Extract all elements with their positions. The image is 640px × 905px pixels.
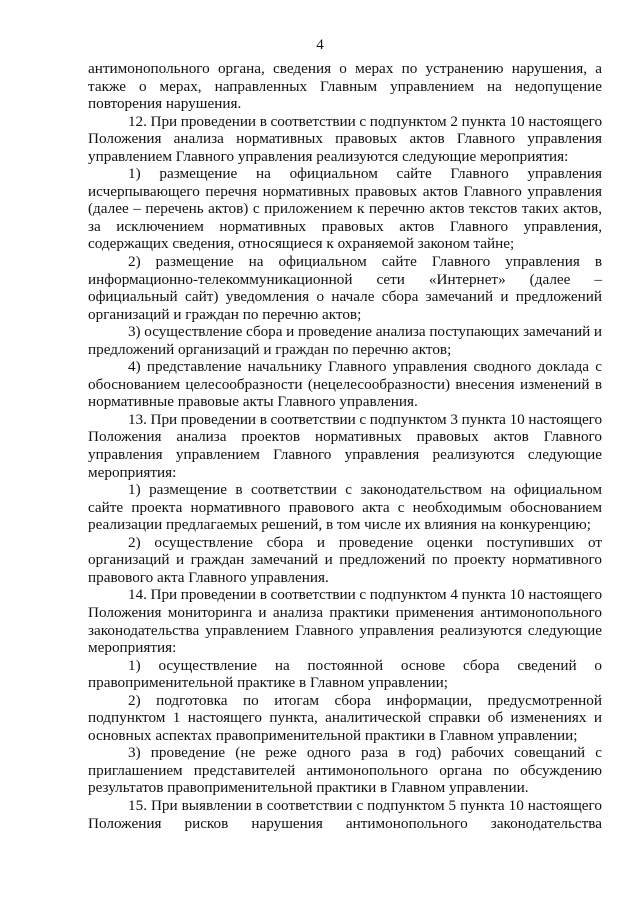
text-line: 15. При выявлении в соответствии с подпунктом 5 пункта 10 настоящего [128, 796, 602, 814]
text-line: повторения нарушения. [88, 95, 242, 113]
text-line: правового акта Главного управления. [88, 568, 329, 586]
text-line: подпунктом 1 настоящего пункта, аналитической справки об изменениях и [88, 709, 602, 727]
text-line: официальный сайт) уведомления о начале сбора замечаний и предложений [88, 288, 602, 306]
text-line: организаций и граждан замечаний и предложений по проекту нормативного [88, 551, 602, 569]
text-line: правоприменительной практике в Главном управлении; [88, 674, 448, 692]
text-line: за исключением нормативных правовых актов Главного управления, [88, 217, 602, 235]
text-line: 1) осуществление на постоянной основе сбора сведений о [128, 656, 602, 674]
text-line: 1) размещение в соответствии с законодательством на официальном [128, 481, 602, 499]
text-line: 2) размещение на официальном сайте Главного управления в [128, 253, 602, 271]
text-line: предложений организаций и граждан по перечню актов; [88, 340, 452, 358]
text-line: Положения анализа проектов нормативных правовых актов Главного [88, 428, 602, 446]
text-line: также о мерах, направленных Главным управлением на недопущение [88, 77, 602, 95]
text-line: основных аспектах правоприменительной практики в Главном управлении; [88, 726, 578, 744]
text-line: 13. При проведении в соответствии с подпунктом 3 пункта 10 настоящего [128, 410, 602, 428]
text-line: 3) осуществление сбора и проведение анализа поступающих замечаний и [128, 323, 602, 341]
page-number: 4 [316, 37, 324, 53]
text-line: нормативные правовые акты Главного управления. [88, 393, 418, 411]
text-line: 12. При проведении в соответствии с подпунктом 2 пункта 10 настоящего [128, 112, 602, 130]
text-line: обоснованием целесообразности (нецелесообразности) внесения изменений в [88, 375, 602, 393]
text-line: реализации предлагаемых решений, в том числе их влияния на конкуренцию; [88, 516, 591, 534]
text-line: приглашением представителей антимонопольного органа по обсуждению [88, 761, 602, 779]
text-line: исчерпывающего перечня нормативных правовых актов Главного управления [88, 182, 602, 200]
text-line: управлением Главного управления реализуются следующие мероприятия: [88, 147, 569, 165]
text-line: (далее – перечень актов) с приложением к перечню актов текстов таких актов, [88, 200, 602, 218]
text-line: 14. При проведении в соответствии с подпунктом 4 пункта 10 настоящего [128, 586, 602, 604]
text-line: Положения мониторинга и анализа практики применения антимонопольного [88, 603, 602, 621]
text-line: мероприятия: [88, 463, 177, 481]
text-line: антимонопольного органа, сведения о мерах по устранению нарушения, а [88, 60, 602, 77]
document-body [88, 60, 602, 832]
text-line: законодательства управлением Главного управления реализуются следующие [88, 621, 602, 639]
text-line: сайте проекта нормативного правового акта с необходимым обоснованием [88, 498, 602, 516]
text-line: результатов правоприменительной практики в Главном управлении. [88, 779, 529, 797]
text-line: 2) подготовка по итогам сбора информации, предусмотренной [128, 691, 602, 709]
text-line: организаций и граждан по перечню актов; [88, 305, 362, 323]
text-line: содержащих сведения, относящиеся к охраняемой законом тайне; [88, 235, 515, 253]
text-line: 3) проведение (не реже одного раза в год) рабочих совещаний с [128, 744, 602, 762]
text-line: информационно-телекоммуникационной сети «Интернет» (далее – [88, 270, 602, 288]
text-line: 1) размещение на официальном сайте Главного управления [128, 165, 602, 183]
text-line: Положения анализа нормативных правовых актов Главного управления [88, 130, 602, 148]
text-line: управления управлением Главного управления реализуются следующие [88, 446, 602, 464]
text-line: 4) представление начальнику Главного управления сводного доклада с [128, 358, 602, 376]
text-line: Положения рисков нарушения антимонопольного законодательства [88, 814, 602, 832]
text-line: мероприятия: [88, 639, 177, 657]
text-line: 2) осуществление сбора и проведение оценки поступивших от [128, 533, 602, 551]
